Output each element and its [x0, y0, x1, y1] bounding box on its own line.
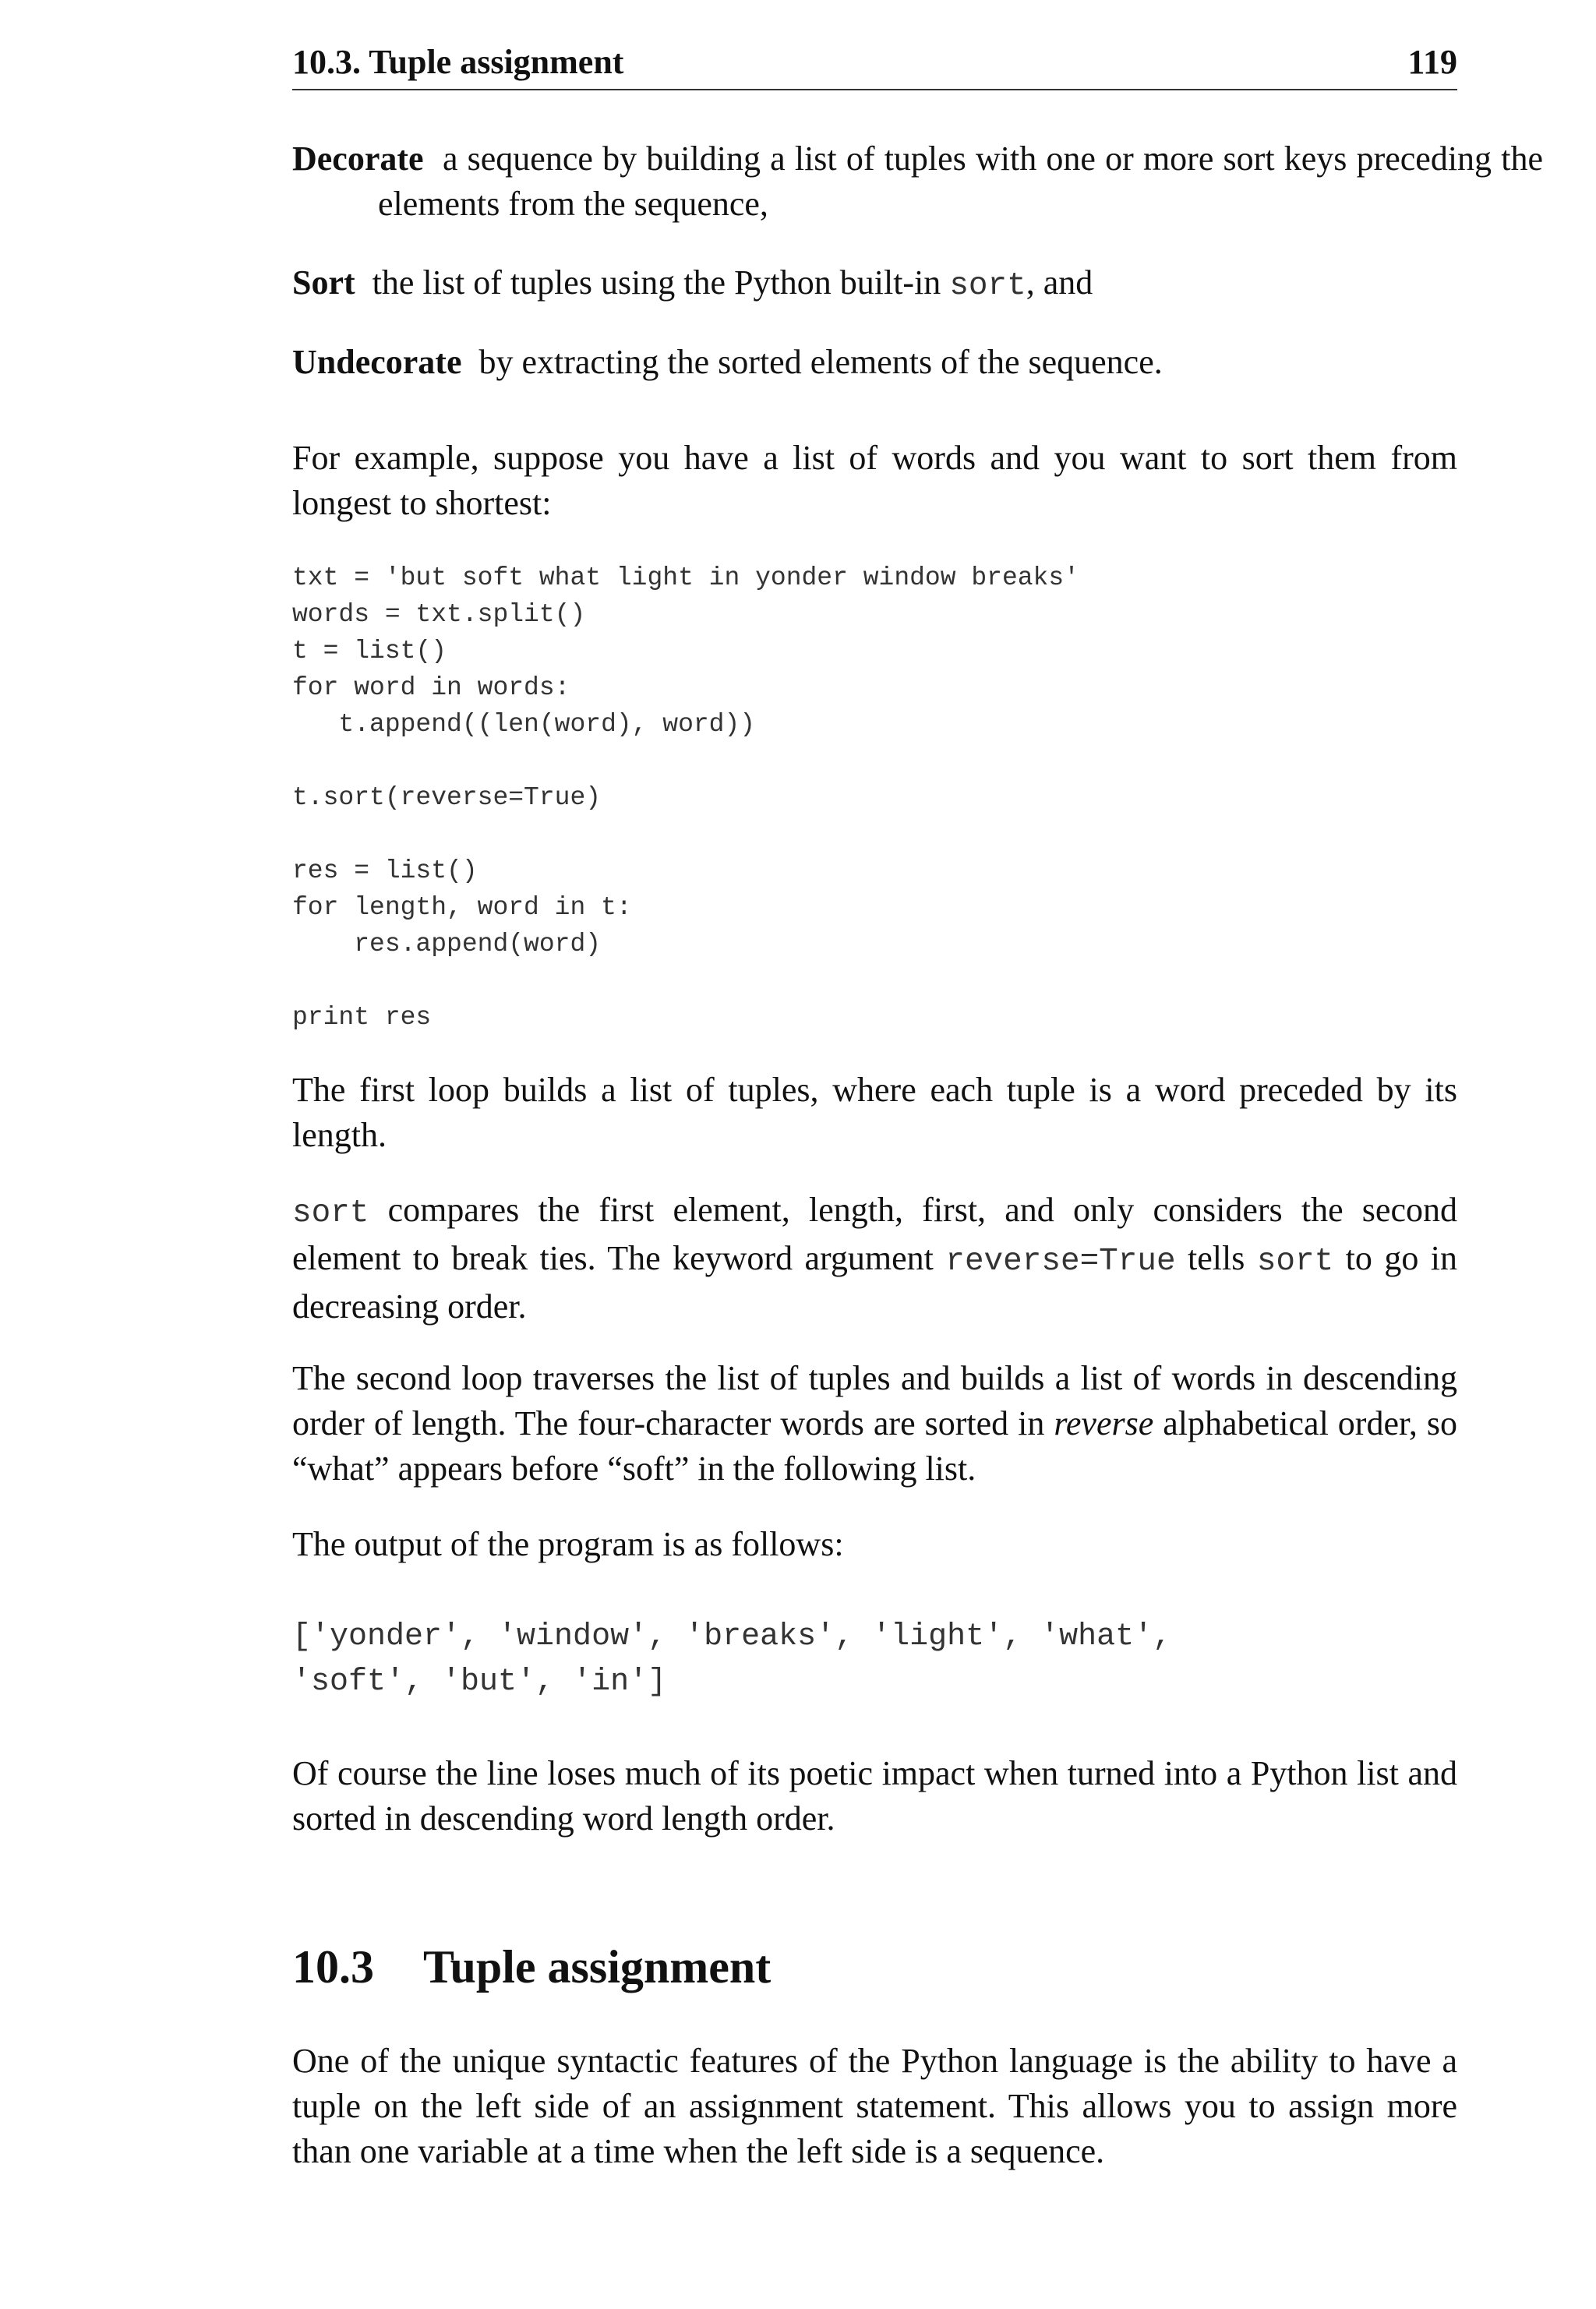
inline-code-reverse-true: reverse=True — [945, 1244, 1176, 1280]
code-line: txt = 'but soft what light in yonder window breaks' — [292, 563, 1079, 592]
output-line: ['yonder', 'window', 'breaks', 'light', 'what', — [292, 1619, 1172, 1654]
code-line: res = list() — [292, 856, 478, 885]
code-line — [292, 743, 1457, 779]
dsu-undecorate — [292, 340, 1543, 385]
first-loop-paragraph: The first loop builds a list of tuples, where each tuple is a word preceded by its length. — [292, 1071, 1457, 1154]
code-line: for word in words: — [292, 673, 570, 702]
running-header — [292, 39, 1457, 90]
header-section-title: 10.3. Tuple assignment — [292, 43, 624, 81]
tuple-assignment-paragraph: One of the unique syntactic features of the Python language is the ability to have a tuple on the left side of an assignment statement. This allows you to assign more than one variable at a time when the left side is a sequence. — [292, 2042, 1457, 2170]
decorate-term: Decorate — [292, 139, 424, 178]
code-line: for length, word in t: — [292, 893, 632, 922]
section-heading — [292, 1940, 771, 1994]
second-loop-text-1: The second loop traverses the list of tuples and builds a list of words in descending order of length. The four-character words are sorted in — [292, 1359, 1457, 1442]
sort-text-after: , and — [1026, 263, 1093, 302]
sort-explanation-text-2: tells — [1175, 1239, 1257, 1277]
output-line: 'soft', 'but', 'in'] — [292, 1665, 667, 1700]
code-line: t.sort(reverse=True) — [292, 783, 602, 812]
code-line: t.append((len(word), word)) — [292, 710, 756, 739]
intro-paragraph: For example, suppose you have a list of words and you want to sort them from longest to shortest: — [292, 439, 1457, 522]
dsu-sort — [292, 260, 1543, 309]
section-number: 10.3 — [292, 1941, 374, 1993]
code-line — [292, 962, 1457, 999]
sort-explanation-text-1: compares the first element, length, first, and only considers the second element to break ties. The keyword argument — [292, 1191, 1457, 1277]
sort-explanation-text-3: to go in decreasing order. — [292, 1239, 1458, 1326]
code-line: t = list() — [292, 637, 447, 666]
poetic-paragraph: Of course the line loses much of its poetic impact when turned into a Python list and sorted in descending word length order. — [292, 1754, 1457, 1838]
book-page — [292, 0, 1543, 2309]
sort-explanation-paragraph — [292, 1188, 1457, 1329]
code-line: res.append(word) — [292, 930, 602, 959]
code-line: words = txt.split() — [292, 600, 586, 629]
sort-term: Sort — [292, 263, 355, 302]
second-loop-text-2: alphabetical order, so “what” appears before “soft” in the following list. — [292, 1404, 1458, 1488]
code-line — [292, 816, 1457, 853]
program-output-block — [292, 1615, 1457, 1705]
code-line: print res — [292, 1003, 432, 1032]
decorate-text: a sequence by building a list of tuples with one or more sort keys preceding the elements from the sequence, — [378, 139, 1543, 223]
code-block — [292, 560, 1457, 1036]
inline-code-sort: sort — [292, 1195, 369, 1231]
sort-code: sort — [949, 268, 1026, 304]
second-loop-paragraph — [292, 1356, 1457, 1492]
sort-text: the list of tuples using the Python built-in — [372, 263, 941, 302]
undecorate-term: Undecorate — [292, 343, 462, 381]
emphasis-reverse: reverse — [1054, 1404, 1154, 1442]
section-title: Tuple assignment — [423, 1941, 772, 1993]
output-intro-paragraph: The output of the program is as follows: — [292, 1525, 844, 1563]
inline-code-sort-2: sort — [1256, 1244, 1334, 1280]
undecorate-text: by extracting the sorted elements of the sequence. — [478, 343, 1163, 381]
dsu-decorate — [292, 136, 1543, 227]
page-number: 119 — [1407, 43, 1457, 81]
